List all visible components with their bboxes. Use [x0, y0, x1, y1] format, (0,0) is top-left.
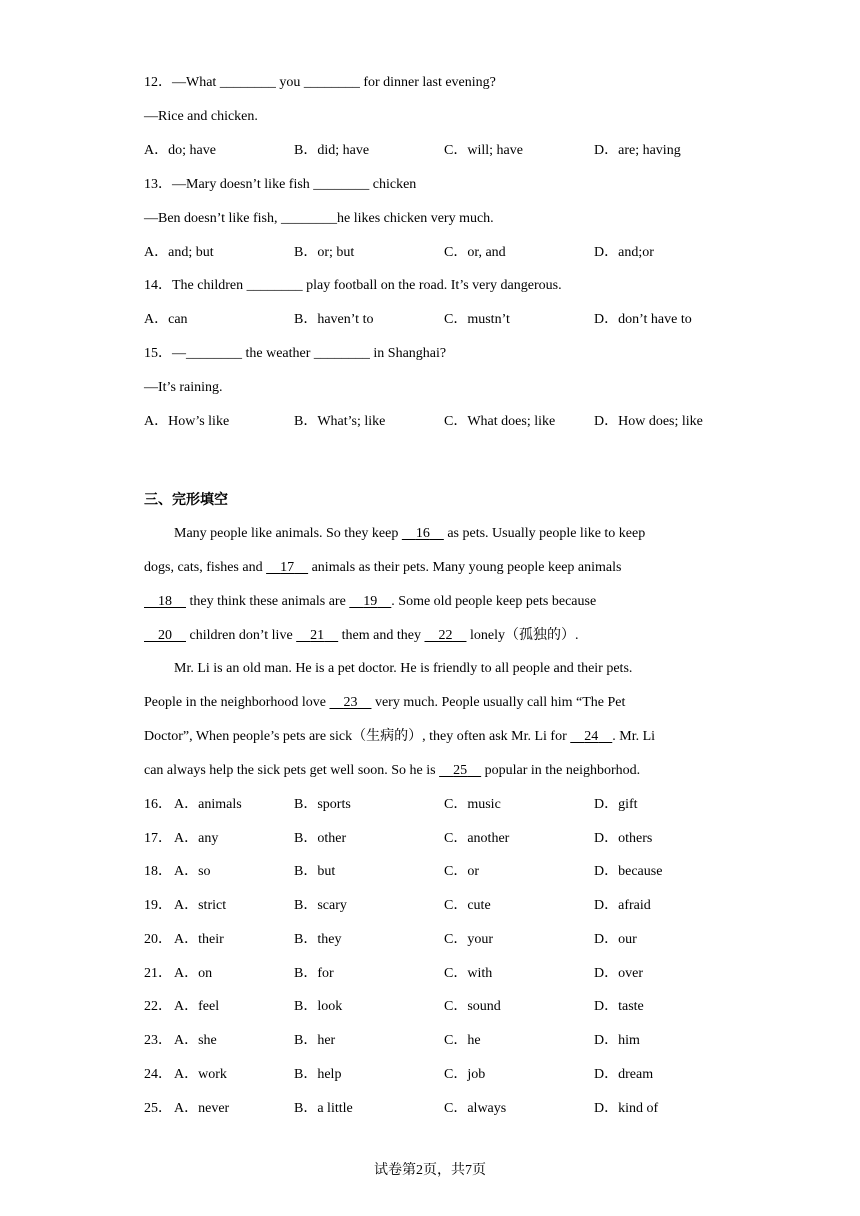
cloze-question-number: 19．: [144, 898, 172, 913]
cloze-question-number: 21．: [144, 966, 172, 981]
q15-option-a: A．How’s like: [144, 414, 230, 429]
cloze-option-d: D．over: [594, 966, 643, 981]
cloze-question-number: 22．: [144, 999, 172, 1014]
cloze-option-b: B．for: [294, 966, 334, 981]
cloze-option-b: B．scary: [294, 898, 347, 913]
q12-option-b: B．did; have: [294, 143, 370, 158]
cloze-option-d: D．taste: [594, 999, 644, 1014]
blank-22: 22: [438, 628, 453, 643]
cloze-question-number: 23．: [144, 1033, 172, 1048]
cloze-option-c: C．he: [444, 1033, 481, 1048]
cloze-option-c: C．your: [444, 932, 493, 947]
cloze-option-d: D．gift: [594, 797, 638, 812]
cloze-option-a: A．their: [174, 932, 224, 947]
cloze-option-b: B．her: [294, 1033, 336, 1048]
cloze-option-a: A．work: [174, 1067, 227, 1082]
blank-21: 21: [310, 628, 325, 643]
question-15-stem: 15．—________ the weather ________ in Shanghai?: [144, 346, 447, 361]
q15-option-c: C．What does; like: [444, 414, 556, 429]
cloze-option-d: D．kind of: [594, 1101, 659, 1116]
cloze-question-number: 16．: [144, 797, 172, 812]
q12-option-d: D．are; having: [594, 143, 681, 158]
cloze-option-a: A．feel: [174, 999, 220, 1014]
cloze-option-d: D．because: [594, 864, 663, 879]
cloze-option-c: C．job: [444, 1067, 486, 1082]
passage-p2-line-4: can always help the sick pets get well soon. So he is 25 popular in the neighborhod.: [144, 763, 641, 778]
blank-20: 20: [158, 628, 172, 643]
question-13-answer-line: —Ben doesn’t like fish, ________he likes chicken very much.: [144, 211, 494, 226]
page-footer: 试卷第2页，共7页: [374, 1163, 486, 1178]
cloze-question-number: 24．: [144, 1067, 172, 1082]
cloze-option-b: B．other: [294, 831, 347, 846]
cloze-question-number: 17．: [144, 831, 172, 846]
cloze-option-d: D．our: [594, 932, 637, 947]
q15-option-d: D．How does; like: [594, 414, 703, 429]
q14-option-d: D．don’t have to: [594, 312, 692, 327]
question-14-stem: 14．The children ________ play football on the road. It’s very dangerous.: [144, 278, 562, 293]
passage-p2-line-3: Doctor”, When people’s pets are sick（生病的）, they often ask Mr. Li for 24 . Mr. Li: [144, 729, 656, 744]
passage-p2-line-2: People in the neighborhood love 23 very much. People usually call him “The Pet: [144, 695, 626, 710]
q13-option-c: C．or, and: [444, 245, 506, 260]
cloze-option-b: B．a little: [294, 1101, 353, 1116]
q13-option-d: D．and;or: [594, 245, 654, 260]
cloze-option-a: A．animals: [174, 797, 242, 812]
question-12-answer-line: —Rice and chicken.: [144, 109, 258, 124]
question-13-stem: 13．—Mary doesn’t like fish ________ chicken: [144, 177, 417, 192]
cloze-option-b: B．help: [294, 1067, 342, 1082]
passage-p1-line-2: dogs, cats, fishes and 17 animals as their pets. Many young people keep animals: [144, 560, 622, 575]
q14-option-c: C．mustn’t: [444, 312, 510, 327]
q14-option-a: A．can: [144, 312, 188, 327]
cloze-option-b: B．they: [294, 932, 342, 947]
cloze-option-b: B．sports: [294, 797, 351, 812]
cloze-option-a: A．never: [174, 1101, 230, 1116]
cloze-option-d: D．afraid: [594, 898, 651, 913]
cloze-option-a: A．any: [174, 831, 219, 846]
cloze-option-c: C．cute: [444, 898, 491, 913]
blank-17: 17: [280, 560, 295, 575]
q12-option-c: C．will; have: [444, 143, 523, 158]
cloze-option-d: D．dream: [594, 1067, 654, 1082]
cloze-option-a: A．on: [174, 966, 213, 981]
cloze-option-b: B．but: [294, 864, 336, 879]
blank-25: 25: [453, 763, 468, 778]
blank-23: 23: [343, 695, 358, 710]
section-title-cloze: 三、完形填空: [144, 492, 228, 508]
cloze-question-number: 25．: [144, 1101, 172, 1116]
cloze-option-a: A．so: [174, 864, 211, 879]
cloze-question-number: 20．: [144, 932, 172, 947]
cloze-option-d: D．others: [594, 831, 653, 846]
question-12-stem: 12．—What ________ you ________ for dinner last evening?: [144, 75, 496, 90]
q13-option-b: B．or; but: [294, 245, 355, 260]
cloze-option-a: A．she: [174, 1033, 217, 1048]
blank-18: 18: [158, 594, 172, 609]
q12-option-a: A．do; have: [144, 143, 216, 158]
passage-p1-line-1: Many people like animals. So they keep 16 as pets. Usually people like to keep: [174, 526, 646, 541]
cloze-question-number: 18．: [144, 864, 172, 879]
cloze-option-d: D．him: [594, 1033, 640, 1048]
q13-option-a: A．and; but: [144, 245, 214, 260]
blank-16: 16: [415, 526, 430, 541]
cloze-option-c: C．another: [444, 831, 510, 846]
blank-19: 19: [363, 594, 378, 609]
passage-p1-line-3: 18 they think these animals are 19 . Some old people keep pets because: [158, 594, 597, 609]
passage-p1-line-4: 20 children don’t live 21 them and they 22 lonely（孤独的）.: [158, 628, 579, 643]
question-15-answer-line: —It’s raining.: [144, 380, 223, 395]
cloze-option-c: C．sound: [444, 999, 501, 1014]
cloze-option-c: C．or: [444, 864, 479, 879]
blank-24: 24: [584, 729, 599, 744]
q14-option-b: B．haven’t to: [294, 312, 374, 327]
cloze-option-b: B．look: [294, 999, 343, 1014]
cloze-option-a: A．strict: [174, 898, 227, 913]
cloze-option-c: C．with: [444, 966, 493, 981]
q15-option-b: B．What’s; like: [294, 414, 386, 429]
cloze-option-c: C．music: [444, 797, 501, 812]
cloze-option-c: C．always: [444, 1101, 507, 1116]
passage-p2-line-1: Mr. Li is an old man. He is a pet doctor. He is friendly to all people and their pets.: [174, 661, 633, 676]
